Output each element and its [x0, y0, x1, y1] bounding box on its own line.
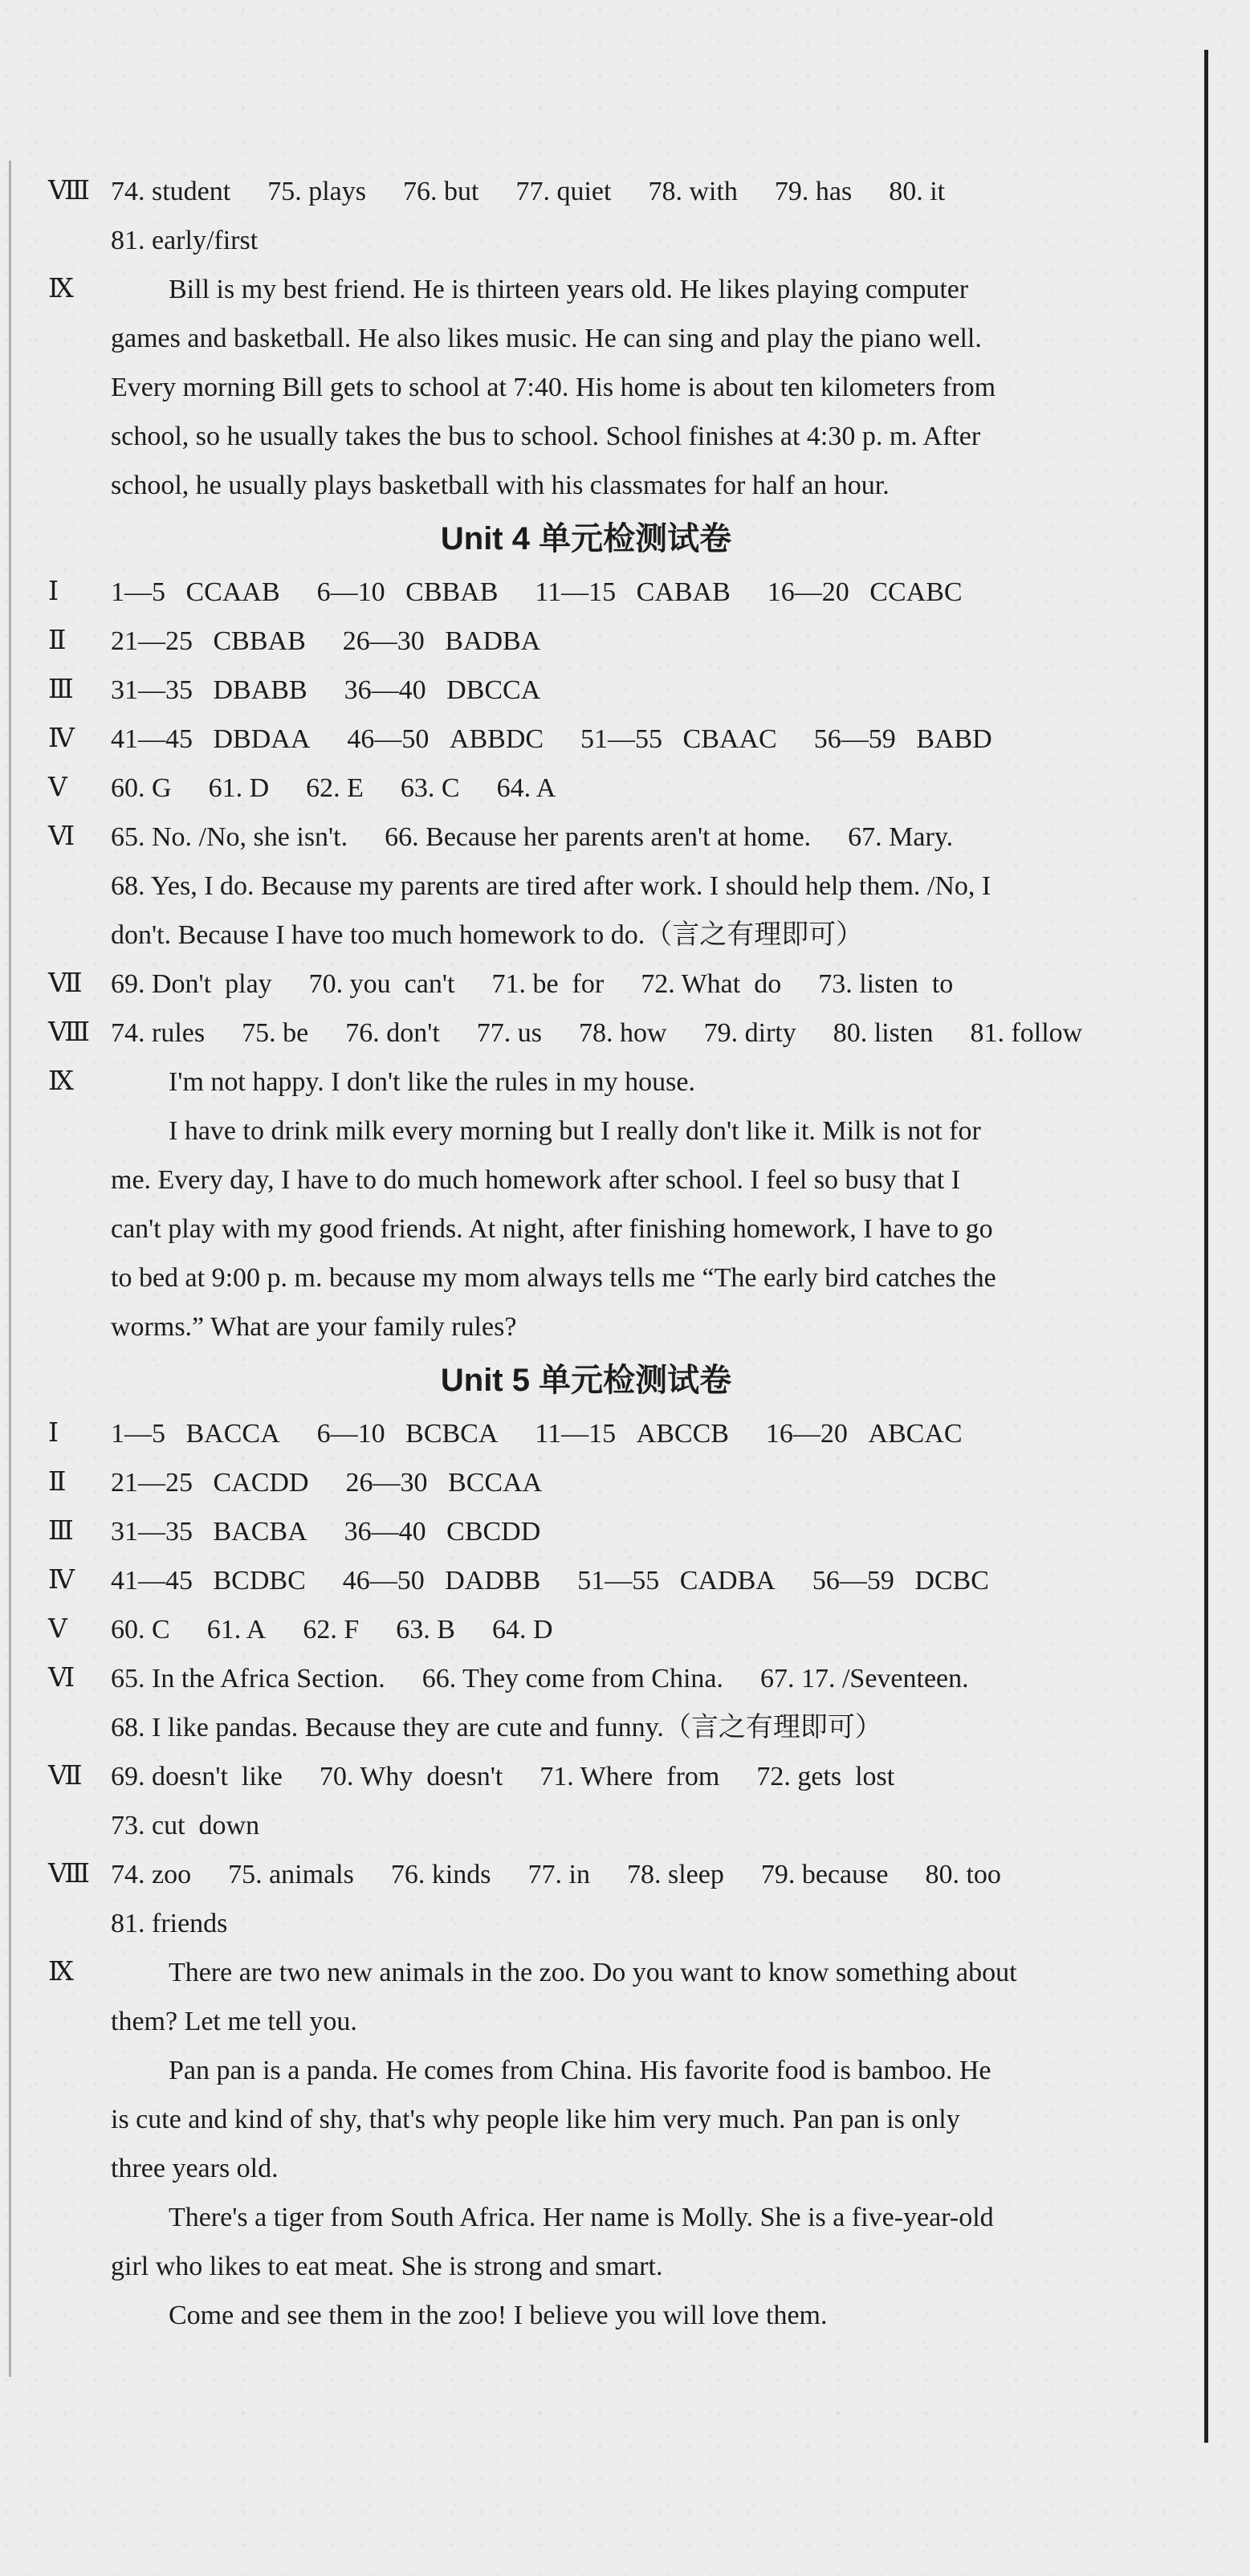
question-range: 6—10: [316, 1419, 385, 1449]
answer-item: 74. zoo: [111, 1860, 192, 1889]
answer-item: BCCAA: [448, 1468, 543, 1498]
answer-item: 67. Mary.: [848, 822, 954, 852]
composition-text: them? Let me tell you.: [111, 2007, 357, 2036]
roman-numeral: Ⅸ: [48, 1958, 73, 1987]
question-range: 41—45: [111, 1566, 193, 1596]
answer-item: 72. gets lost: [756, 1762, 895, 1791]
roman-numeral: Ⅰ: [48, 1419, 59, 1448]
section-iv-line: [24, 1556, 1148, 1605]
composition-line: [24, 1948, 1148, 1997]
question-range: 26—30: [345, 1468, 428, 1498]
composition-text: me. Every day, I have to do much homework after school. I feel so busy that I: [111, 1165, 961, 1195]
answer-item: CBBAB: [405, 577, 499, 607]
answer-item: 76. but: [403, 177, 479, 206]
section-vii-line: [24, 1752, 1148, 1801]
roman-numeral: Ⅵ: [48, 1664, 75, 1693]
answer-item: 69. Don't play: [111, 969, 272, 999]
answer-item: 68. Yes, I do. Because my parents are tired after work. I should help them. /No, I: [111, 871, 991, 901]
answer-item: DCBC: [914, 1566, 989, 1596]
answer-item: 76. don't: [345, 1018, 440, 1048]
answer-item: BCBCA: [405, 1419, 499, 1449]
question-range: 11—15: [535, 1419, 617, 1449]
answer-item: 64. D: [491, 1615, 553, 1645]
composition-line: [24, 2193, 1148, 2242]
composition-line: [24, 1253, 1148, 1302]
right-margin-rule: [1204, 50, 1208, 2443]
question-range: 31—35: [111, 675, 193, 705]
answer-item: 68. I like pandas. Because they are cute and funny.（言之有理即可）: [111, 1713, 882, 1742]
answer-item: 81. follow: [970, 1018, 1083, 1048]
answer-list: [111, 617, 540, 666]
roman-numeral: Ⅲ: [48, 1517, 73, 1546]
answer-item: 66. They come from China.: [421, 1664, 723, 1694]
composition-text: Come and see them in the zoo! I believe you will love them.: [169, 2301, 828, 2330]
section-vii-line: [24, 1801, 1148, 1850]
answer-item: 66. Because her parents aren't at home.: [385, 822, 812, 852]
answer-list: [111, 568, 963, 617]
section-vi-line: [24, 862, 1148, 911]
composition-text: I'm not happy. I don't like the rules in my house.: [169, 1067, 695, 1097]
answer-item: 62. E: [306, 773, 364, 803]
answer-item: 80. too: [925, 1860, 1001, 1889]
section-iii-line: [24, 1507, 1148, 1556]
composition-text: Every morning Bill gets to school at 7:40. His home is about ten kilometers from: [111, 373, 996, 402]
section-ii-line: [24, 1458, 1148, 1507]
question-range: 46—50: [342, 1566, 425, 1596]
answer-item: 75. animals: [228, 1860, 354, 1889]
answer-item: 78. sleep: [627, 1860, 724, 1889]
roman-numeral: Ⅸ: [48, 1067, 73, 1096]
answer-item: 80. listen: [833, 1018, 934, 1048]
composition-text: worms.” What are your family rules?: [111, 1312, 517, 1342]
composition-text: Bill is my best friend. He is thirteen years old. He likes playing computer: [169, 275, 969, 304]
answer-item: ABCCB: [636, 1419, 729, 1449]
section-i-line: [24, 1409, 1148, 1458]
composition-line: [24, 2242, 1148, 2291]
roman-numeral: Ⅷ: [48, 1018, 89, 1047]
answer-item: ABBDC: [449, 724, 544, 754]
answer-item: 81. early/first: [111, 226, 259, 255]
answer-item: 77. quiet: [515, 177, 612, 206]
answer-list: [111, 1507, 540, 1556]
answer-item: 79. because: [760, 1860, 889, 1889]
answer-list: [111, 1458, 542, 1507]
section-viii-line: [24, 1009, 1148, 1058]
composition-line: [24, 1107, 1148, 1156]
question-range: 51—55: [580, 724, 663, 754]
answer-list: [111, 1654, 969, 1703]
answer-item: BACCA: [185, 1419, 280, 1449]
section-vii-line: [24, 960, 1148, 1009]
composition-line: [24, 1302, 1148, 1351]
answer-list: [111, 960, 953, 1009]
answer-list: [111, 715, 992, 764]
answer-item: 60. G: [111, 773, 172, 803]
answer-item: CBAAC: [682, 724, 777, 754]
composition-text: is cute and kind of shy, that's why people like him very much. Pan pan is only: [111, 2105, 960, 2134]
answer-item: 75. be: [242, 1018, 309, 1048]
unit-5-title: Unit 5 单元检测试卷: [440, 1363, 732, 1398]
composition-line: [24, 461, 1148, 510]
answer-item: 79. has: [774, 177, 853, 206]
answer-item: 72. What do: [641, 969, 782, 999]
answer-item: BACBA: [213, 1517, 307, 1547]
answer-list: [111, 1009, 1082, 1058]
answer-list: [111, 764, 556, 813]
composition-text: three years old.: [111, 2154, 279, 2183]
composition-text: can't play with my good friends. At night, after finishing homework, I have to go: [111, 1214, 993, 1244]
question-range: 41—45: [111, 724, 193, 754]
answer-content: [24, 167, 1148, 2340]
question-range: 11—15: [535, 577, 617, 607]
answer-item: don't. Because I have too much homework to do.（言之有理即可）: [111, 920, 864, 950]
answer-item: 81. friends: [111, 1909, 228, 1938]
composition-line: [24, 1058, 1148, 1107]
section-viii-line: [24, 167, 1148, 216]
section-viii-line: [24, 216, 1148, 265]
answer-item: 73. cut down: [111, 1811, 260, 1840]
roman-numeral: Ⅶ: [48, 1762, 82, 1791]
roman-numeral: Ⅱ: [48, 1468, 66, 1497]
answer-item: 74. rules: [111, 1018, 206, 1048]
roman-numeral: Ⅲ: [48, 675, 73, 704]
composition-text: school, so he usually takes the bus to school. School finishes at 4:30 p. m. After: [111, 422, 981, 451]
roman-numeral: Ⅳ: [48, 1566, 74, 1595]
answer-list: [111, 666, 540, 715]
answer-item: 74. student: [111, 177, 231, 206]
composition-text: games and basketball. He also likes music. He can sing and play the piano well.: [111, 324, 982, 353]
question-range: 16—20: [765, 1419, 848, 1449]
answer-item: 61. A: [206, 1615, 267, 1645]
answer-item: BCDBC: [213, 1566, 306, 1596]
composition-text: school, he usually plays basketball with his classmates for half an hour.: [111, 471, 890, 500]
question-range: 56—59: [813, 724, 896, 754]
composition-text: I have to drink milk every morning but I really don't like it. Milk is not for: [169, 1116, 981, 1146]
section-vi-line: [24, 1654, 1148, 1703]
section-iii-line: [24, 666, 1148, 715]
question-range: 46—50: [347, 724, 430, 754]
composition-line: [24, 1204, 1148, 1253]
answer-item: 75. plays: [267, 177, 366, 206]
answer-item: 79. dirty: [703, 1018, 796, 1048]
answer-item: 70. you can't: [308, 969, 455, 999]
composition-text: There's a tiger from South Africa. Her name is Molly. She is a five-year-old: [169, 2203, 994, 2232]
answer-item: 61. D: [208, 773, 270, 803]
composition-line: [24, 412, 1148, 461]
answer-list: [111, 167, 945, 216]
section-vi-line: [24, 1703, 1148, 1752]
roman-numeral: Ⅷ: [48, 177, 89, 206]
answer-item: CBBAB: [213, 626, 306, 656]
answer-item: 60. C: [111, 1615, 170, 1645]
answer-item: DBDAA: [213, 724, 311, 754]
answer-item: 65. In the Africa Section.: [111, 1664, 385, 1694]
composition-text: girl who likes to eat meat. She is strong and smart.: [111, 2252, 663, 2281]
answer-list: [111, 1409, 963, 1458]
answer-item: 63. C: [400, 773, 460, 803]
composition-line: [24, 2046, 1148, 2095]
composition-line: [24, 1997, 1148, 2046]
question-range: 1—5: [111, 1419, 165, 1449]
answer-item: DBABB: [213, 675, 307, 705]
answer-list: [111, 1850, 1001, 1899]
answer-item: 70. Why doesn't: [319, 1762, 503, 1791]
composition-text: Pan pan is a panda. He comes from China. His favorite food is bamboo. He: [169, 2056, 991, 2085]
answer-item: 77. in: [527, 1860, 590, 1889]
roman-numeral: Ⅴ: [48, 773, 67, 802]
question-range: 1—5: [111, 577, 165, 607]
composition-line: [24, 1156, 1148, 1204]
question-range: 21—25: [111, 626, 193, 656]
section-v-line: [24, 764, 1148, 813]
roman-numeral: Ⅳ: [48, 724, 74, 753]
roman-numeral: Ⅴ: [48, 1615, 67, 1644]
roman-numeral: Ⅸ: [48, 275, 73, 304]
question-range: 36—40: [344, 675, 426, 705]
answer-list: [111, 1556, 989, 1605]
composition-text: There are two new animals in the zoo. Do you want to know something about: [169, 1958, 1017, 1987]
question-range: 36—40: [344, 1517, 426, 1547]
answer-item: CCAAB: [185, 577, 280, 607]
answer-item: ABCAC: [868, 1419, 963, 1449]
answer-item: 73. listen to: [818, 969, 954, 999]
answer-item: 78. how: [579, 1018, 667, 1048]
section-viii-line: [24, 1899, 1148, 1948]
answer-item: CADBA: [679, 1566, 776, 1596]
question-range: 51—55: [577, 1566, 660, 1596]
answer-item: 64. A: [496, 773, 556, 803]
section-iv-line: [24, 715, 1148, 764]
section-vi-line: [24, 813, 1148, 862]
roman-numeral: Ⅶ: [48, 969, 82, 998]
answer-item: CACDD: [213, 1468, 309, 1498]
answer-item: CCABC: [869, 577, 963, 607]
section-v-line: [24, 1605, 1148, 1654]
answer-item: DBCCA: [446, 675, 541, 705]
composition-line: [24, 314, 1148, 363]
composition-line: [24, 265, 1148, 314]
answer-list: [111, 1752, 894, 1801]
question-range: 26—30: [342, 626, 425, 656]
left-margin-rule: [9, 161, 11, 2377]
answer-item: CABAB: [636, 577, 731, 607]
answer-item: BADBA: [445, 626, 541, 656]
roman-numeral: Ⅰ: [48, 577, 59, 606]
roman-numeral: Ⅱ: [48, 626, 66, 655]
answer-item: BABD: [916, 724, 992, 754]
answer-item: 77. us: [476, 1018, 542, 1048]
answer-item: 76. kinds: [390, 1860, 491, 1889]
answer-item: 71. Where from: [539, 1762, 720, 1791]
composition-line: [24, 2291, 1148, 2340]
composition-line: [24, 2144, 1148, 2193]
answer-item: 63. B: [396, 1615, 455, 1645]
unit-4-title: Unit 4 单元检测试卷: [440, 521, 732, 556]
answer-item: DADBB: [445, 1566, 541, 1596]
roman-numeral: Ⅷ: [48, 1860, 89, 1889]
composition-line: [24, 363, 1148, 412]
answer-list: [111, 813, 953, 862]
section-viii-line: [24, 1850, 1148, 1899]
question-range: 6—10: [316, 577, 385, 607]
composition-text: to bed at 9:00 p. m. because my mom always tells me “The early bird catches the: [111, 1263, 996, 1293]
answer-item: CBCDD: [446, 1517, 541, 1547]
answer-list: [111, 1605, 553, 1654]
composition-line: [24, 2095, 1148, 2144]
roman-numeral: Ⅵ: [48, 822, 75, 851]
question-range: 16—20: [767, 577, 849, 607]
answer-item: 71. be for: [491, 969, 605, 999]
answer-item: 80. it: [889, 177, 946, 206]
answer-item: 65. No. /No, she isn't.: [111, 822, 348, 852]
section-ii-line: [24, 617, 1148, 666]
section-i-line: [24, 568, 1148, 617]
answer-item: 67. 17. /Seventeen.: [759, 1664, 969, 1694]
section-vi-line: [24, 911, 1148, 960]
answer-item: 78. with: [648, 177, 738, 206]
question-range: 21—25: [111, 1468, 193, 1498]
question-range: 56—59: [812, 1566, 894, 1596]
question-range: 31—35: [111, 1517, 193, 1547]
answer-item: 69. doesn't like: [111, 1762, 283, 1791]
answer-item: 62. F: [303, 1615, 360, 1645]
